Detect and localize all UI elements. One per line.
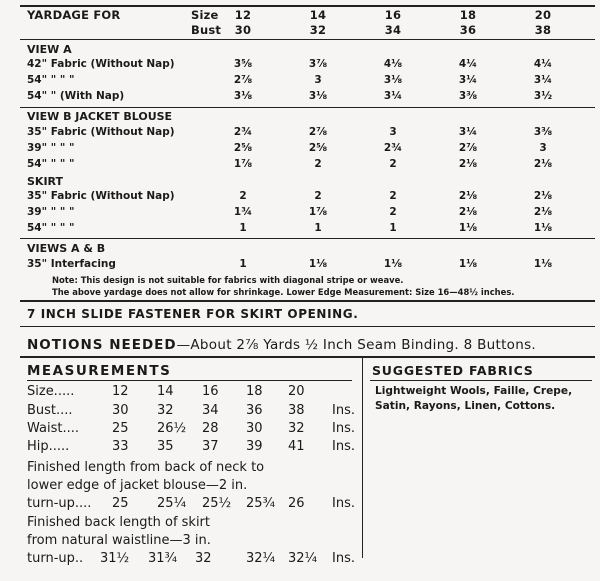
meas-unit: Ins.	[332, 551, 355, 566]
cell: 3⅛	[308, 90, 328, 102]
bust-38: 38	[534, 23, 552, 37]
table-bottom-rule	[20, 300, 595, 302]
meas-value: 25	[112, 496, 129, 511]
meas-label: turn-up..	[27, 551, 84, 566]
cell: 2	[239, 190, 247, 202]
cell: 3⅛	[233, 90, 253, 102]
bust-32: 32	[309, 23, 327, 37]
cell: 1⅛	[383, 258, 403, 270]
cell: 3⅝	[233, 58, 253, 70]
meas-value: 37	[202, 439, 219, 454]
cell: 3⅛	[383, 74, 403, 86]
meas-value: 38	[288, 403, 305, 418]
cell: 2⅛	[533, 190, 553, 202]
meas-value: 20	[288, 384, 305, 399]
bust-30: 30	[234, 23, 252, 37]
finished-skirt-line1: Finished back length of skirt	[27, 515, 211, 530]
cell: 2⅞	[458, 142, 478, 154]
row-label: 54" " " "	[27, 158, 75, 170]
meas-unit: Ins.	[332, 439, 355, 454]
notions-heading: NOTIONS NEEDED	[27, 337, 177, 353]
size-12: 12	[234, 8, 252, 22]
cell: 3	[389, 126, 397, 138]
meas-value: 39	[246, 439, 263, 454]
row-label: 42" Fabric (Without Nap)	[27, 58, 175, 70]
meas-value: 41	[288, 439, 305, 454]
row-label: 54" " " "	[27, 222, 75, 234]
suggested-fabrics-heading: SUGGESTED FABRICS	[372, 363, 534, 378]
size-16: 16	[384, 8, 402, 22]
cell: 3⅞	[308, 58, 328, 70]
size-label: Size	[191, 8, 219, 22]
size-14: 14	[309, 8, 327, 22]
meas-value: 32	[157, 403, 174, 418]
meas-value: 26	[288, 496, 305, 511]
row-label: 54" " (With Nap)	[27, 90, 125, 102]
meas-value: 28	[202, 421, 219, 436]
section-heading: VIEWS A & B	[27, 242, 106, 255]
row-label: 35" Interfacing	[27, 258, 116, 270]
cell: 3¼	[458, 74, 478, 86]
header-rule	[20, 39, 595, 40]
cell: 2⅛	[533, 158, 553, 170]
section-rule	[20, 107, 595, 108]
row-label: 39" " " "	[27, 206, 75, 218]
bust-label: Bust	[191, 23, 222, 37]
cell: 1⅛	[458, 258, 478, 270]
meas-value: 16	[202, 384, 219, 399]
cell: 4¼	[533, 58, 553, 70]
suggested-line2: Satin, Rayons, Linen, Cottons.	[375, 400, 556, 412]
finished-jacket-line2: lower edge of jacket blouse—2 in.	[27, 478, 248, 493]
cell: 3	[539, 142, 547, 154]
notions-rule	[20, 356, 595, 358]
cell: 2¾	[383, 142, 403, 154]
meas-value: 30	[246, 421, 263, 436]
meas-value: 25½	[202, 496, 232, 511]
size-18: 18	[459, 8, 477, 22]
cell: 1⅛	[533, 258, 553, 270]
cell: 2⅞	[308, 126, 328, 138]
measurements-heading: MEASUREMENTS	[27, 363, 172, 379]
cell: 2⅛	[458, 206, 478, 218]
meas-value: 32¼	[288, 551, 318, 566]
size-20: 20	[534, 8, 552, 22]
meas-value: 32	[288, 421, 305, 436]
row-label: 39" " " "	[27, 142, 75, 154]
finished-skirt-line2: from natural waistline—3 in.	[27, 533, 211, 548]
cell: 1⅞	[308, 206, 328, 218]
meas-value: 31¾	[148, 551, 178, 566]
cell: 3½	[533, 90, 553, 102]
cell: 1	[239, 258, 247, 270]
cell: 4¼	[458, 58, 478, 70]
meas-value: 25¼	[157, 496, 187, 511]
meas-value: 14	[157, 384, 174, 399]
cell: 1	[239, 222, 247, 234]
cell: 3	[314, 74, 322, 86]
meas-value: 12	[112, 384, 129, 399]
cell: 2	[389, 190, 397, 202]
cell: 3¼	[383, 90, 403, 102]
cell: 1⅛	[308, 258, 328, 270]
cell: 2⅝	[233, 142, 253, 154]
notions-line	[27, 334, 536, 353]
cell: 1⅛	[458, 222, 478, 234]
meas-value: 25	[112, 421, 129, 436]
meas-value: 18	[246, 384, 263, 399]
bust-36: 36	[459, 23, 477, 37]
cell: 2	[314, 158, 322, 170]
cell: 1⅞	[233, 158, 253, 170]
row-label: 35" Fabric (Without Nap)	[27, 126, 175, 138]
finished-jacket-line1: Finished length from back of neck to	[27, 460, 265, 475]
cell: 4⅛	[383, 58, 403, 70]
meas-value: 31½	[100, 551, 130, 566]
meas-value: 30	[112, 403, 129, 418]
cell: 2⅞	[233, 74, 253, 86]
cell: 3¼	[533, 74, 553, 86]
note-diagonal: Note: This design is not suitable for fabrics with diagonal stripe or weave.	[52, 275, 404, 285]
meas-label: Waist....	[27, 421, 79, 436]
cell: 2⅝	[308, 142, 328, 154]
cell: 3¼	[458, 126, 478, 138]
meas-value: 25¾	[246, 496, 276, 511]
cell: 1¾	[233, 206, 253, 218]
meas-value: 26½	[157, 421, 187, 436]
meas-value: 36	[246, 403, 263, 418]
meas-unit: Ins.	[332, 421, 355, 436]
meas-value: 32¼	[246, 551, 276, 566]
fastener-line: 7 INCH SLIDE FASTENER FOR SKIRT OPENING.	[27, 307, 359, 321]
note-shrinkage: The above yardage does not allow for shrinkage. Lower Edge Measurement: Size 16—48½ inches.	[52, 287, 515, 297]
bust-34: 34	[384, 23, 402, 37]
measurements-underline	[27, 380, 352, 381]
cell: 1	[389, 222, 397, 234]
notions-text: —About 2⅞ Yards ½ Inch Seam Binding. 8 Buttons.	[176, 337, 537, 353]
cell: 2¾	[233, 126, 253, 138]
cell: 3⅜	[533, 126, 553, 138]
cell: 2	[389, 206, 397, 218]
section-heading: VIEW A	[27, 43, 72, 56]
cell: 3⅜	[458, 90, 478, 102]
suggested-underline	[370, 380, 592, 381]
cell: 2⅛	[533, 206, 553, 218]
section-heading: VIEW B JACKET BLOUSE	[27, 110, 173, 123]
cell: 1	[314, 222, 322, 234]
meas-label: turn-up....	[27, 496, 92, 511]
row-label: 54" " " "	[27, 74, 75, 86]
meas-value: 34	[202, 403, 219, 418]
meas-label: Size.....	[27, 384, 75, 399]
column-divider	[362, 358, 363, 558]
top-rule	[20, 5, 595, 7]
meas-value: 35	[157, 439, 174, 454]
cell: 1⅛	[533, 222, 553, 234]
section-rule	[20, 238, 595, 239]
meas-unit: Ins.	[332, 403, 355, 418]
meas-label: Hip.....	[27, 439, 70, 454]
meas-unit: Ins.	[332, 496, 355, 511]
suggested-line1: Lightweight Wools, Faille, Crepe,	[375, 385, 573, 397]
meas-value: 32	[195, 551, 212, 566]
fastener-rule	[20, 326, 595, 327]
cell: 2	[389, 158, 397, 170]
cell: 2⅛	[458, 158, 478, 170]
yardage-title: YARDAGE FOR	[27, 8, 121, 22]
meas-label: Bust....	[27, 403, 73, 418]
cell: 2	[314, 190, 322, 202]
section-heading: SKIRT	[27, 175, 64, 188]
cell: 2⅛	[458, 190, 478, 202]
meas-value: 33	[112, 439, 129, 454]
row-label: 35" Fabric (Without Nap)	[27, 190, 175, 202]
